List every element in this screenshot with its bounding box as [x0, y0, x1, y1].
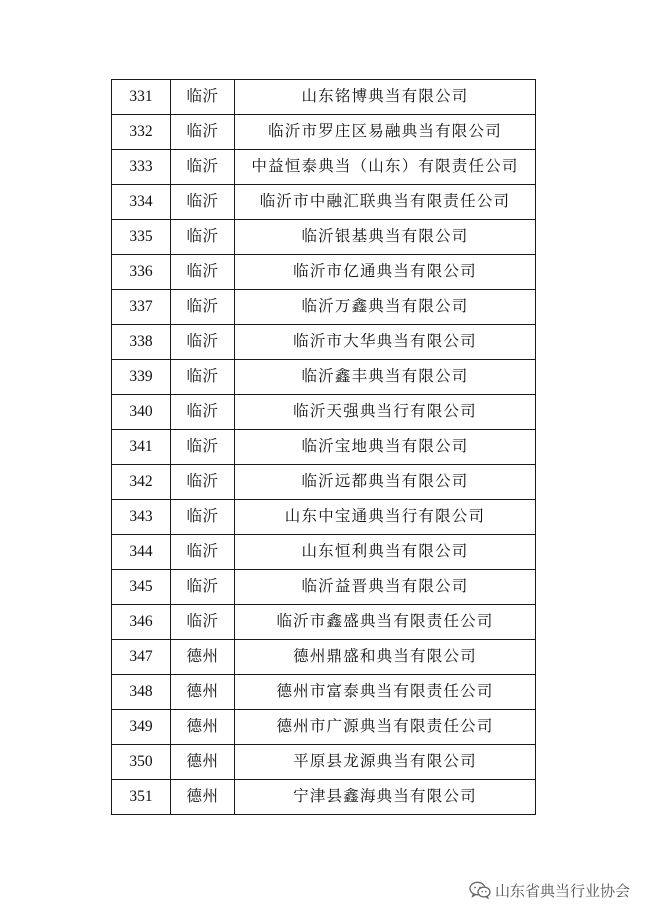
row-number: 348	[112, 675, 171, 710]
table-row	[112, 780, 536, 815]
table-row	[112, 255, 536, 290]
table-row	[112, 710, 536, 745]
row-city: 德州	[171, 640, 235, 675]
table-row	[112, 675, 536, 710]
row-number: 335	[112, 220, 171, 255]
wechat-icon	[469, 881, 491, 899]
row-company-name: 临沂市鑫盛典当有限责任公司	[235, 605, 536, 640]
row-city: 德州	[171, 710, 235, 745]
row-number: 351	[112, 780, 171, 815]
table-row	[112, 290, 536, 325]
row-city: 临沂	[171, 360, 235, 395]
row-city: 德州	[171, 745, 235, 780]
row-city: 临沂	[171, 395, 235, 430]
row-city: 临沂	[171, 220, 235, 255]
row-number: 338	[112, 325, 171, 360]
row-city: 临沂	[171, 570, 235, 605]
pawnshop-table	[111, 79, 536, 815]
row-company-name: 临沂远都典当有限公司	[235, 465, 536, 500]
row-number: 336	[112, 255, 171, 290]
row-company-name: 临沂市罗庄区易融典当有限公司	[235, 115, 536, 150]
row-company-name: 山东恒利典当有限公司	[235, 535, 536, 570]
table-row	[112, 570, 536, 605]
row-city: 临沂	[171, 325, 235, 360]
row-number: 337	[112, 290, 171, 325]
row-city: 德州	[171, 780, 235, 815]
row-city: 临沂	[171, 605, 235, 640]
row-company-name: 平原县龙源典当有限公司	[235, 745, 536, 780]
table-row	[112, 220, 536, 255]
watermark	[469, 879, 630, 901]
row-number: 332	[112, 115, 171, 150]
row-number: 333	[112, 150, 171, 185]
row-city: 临沂	[171, 500, 235, 535]
row-company-name: 临沂天强典当行有限公司	[235, 395, 536, 430]
watermark-text: 山东省典当行业协会	[494, 881, 630, 900]
row-company-name: 宁津县鑫海典当有限公司	[235, 780, 536, 815]
row-city: 临沂	[171, 80, 235, 115]
table-row	[112, 640, 536, 675]
row-company-name: 临沂市中融汇联典当有限责任公司	[235, 185, 536, 220]
table-row	[112, 745, 536, 780]
table-row	[112, 535, 536, 570]
row-number: 349	[112, 710, 171, 745]
row-company-name: 临沂万鑫典当有限公司	[235, 290, 536, 325]
row-company-name: 临沂市大华典当有限公司	[235, 325, 536, 360]
table-row	[112, 325, 536, 360]
row-city: 临沂	[171, 430, 235, 465]
row-city: 德州	[171, 675, 235, 710]
row-company-name: 德州市广源典当有限责任公司	[235, 710, 536, 745]
row-company-name: 德州鼎盛和典当有限公司	[235, 640, 536, 675]
row-number: 342	[112, 465, 171, 500]
row-number: 345	[112, 570, 171, 605]
row-city: 临沂	[171, 290, 235, 325]
row-company-name: 山东铭博典当有限公司	[235, 80, 536, 115]
row-number: 347	[112, 640, 171, 675]
table-row	[112, 115, 536, 150]
table-body	[112, 80, 536, 815]
row-company-name: 德州市富泰典当有限责任公司	[235, 675, 536, 710]
row-number: 331	[112, 80, 171, 115]
row-number: 350	[112, 745, 171, 780]
row-number: 344	[112, 535, 171, 570]
row-city: 临沂	[171, 185, 235, 220]
row-city: 临沂	[171, 465, 235, 500]
row-city: 临沂	[171, 115, 235, 150]
row-company-name: 中益恒泰典当（山东）有限责任公司	[235, 150, 536, 185]
table-row	[112, 395, 536, 430]
row-city: 临沂	[171, 150, 235, 185]
row-number: 346	[112, 605, 171, 640]
row-company-name: 临沂市亿通典当有限公司	[235, 255, 536, 290]
table-row	[112, 500, 536, 535]
table-row	[112, 185, 536, 220]
table-row	[112, 360, 536, 395]
row-company-name: 临沂银基典当有限公司	[235, 220, 536, 255]
row-company-name: 临沂鑫丰典当有限公司	[235, 360, 536, 395]
row-company-name: 山东中宝通典当行有限公司	[235, 500, 536, 535]
row-city: 临沂	[171, 535, 235, 570]
row-number: 340	[112, 395, 171, 430]
table-row	[112, 80, 536, 115]
table-row	[112, 150, 536, 185]
row-number: 339	[112, 360, 171, 395]
table-row	[112, 605, 536, 640]
row-city: 临沂	[171, 255, 235, 290]
document-page	[111, 79, 536, 815]
table-row	[112, 430, 536, 465]
row-number: 343	[112, 500, 171, 535]
table-row	[112, 465, 536, 500]
row-company-name: 临沂宝地典当有限公司	[235, 430, 536, 465]
row-number: 334	[112, 185, 171, 220]
row-number: 341	[112, 430, 171, 465]
row-company-name: 临沂益晋典当有限公司	[235, 570, 536, 605]
